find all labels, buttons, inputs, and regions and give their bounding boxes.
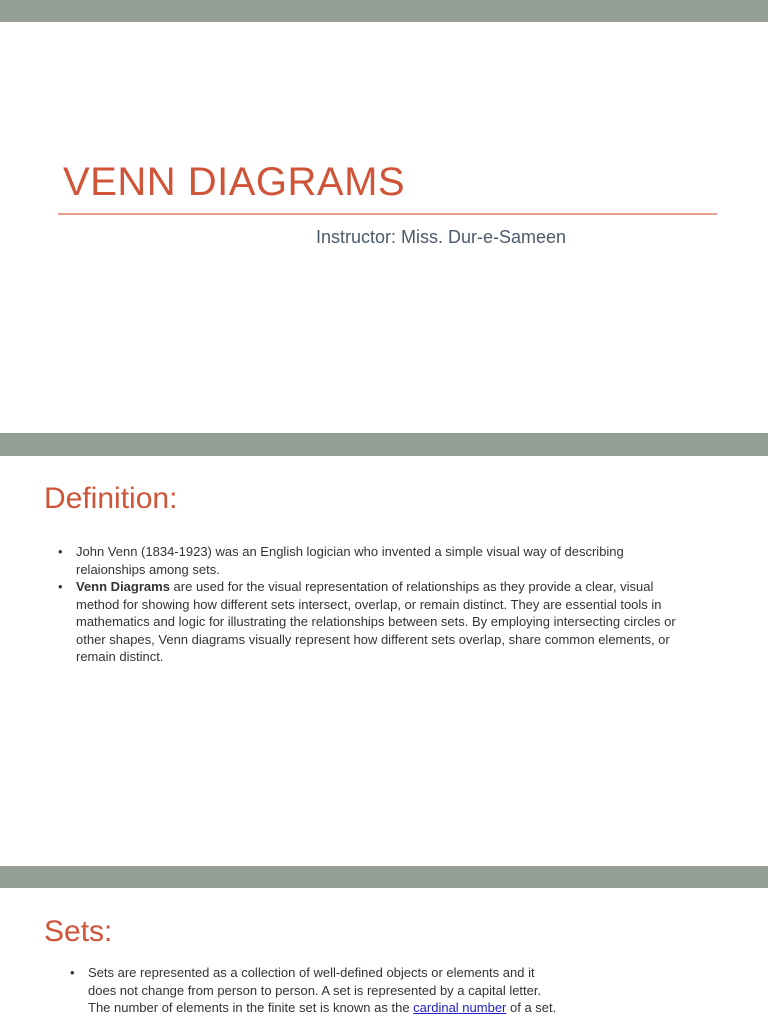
definition-bullet-list — [58, 543, 686, 666]
instructor-subtitle: Instructor: Miss. Dur-e-Sameen — [316, 227, 567, 247]
bullet-text: are used for the visual representation of relationships as they provide a clear, visual method for showing how different sets intersect, overlap, or remain distinct. They are essential tools in mathematics and logic for illustrating the relationships between sets. By employing intersecting circles or other shapes, Venn diagrams visually represent how different sets overlap, share common elements, or remain distinct. — [76, 579, 676, 664]
bullet-text: Sets are represented as a collection of well-defined objects or elements and it does not change from person to person. A set is represented by a capital letter. The number of elements in the finite set is known as the — [88, 965, 542, 1015]
sets-heading: Sets: — [44, 915, 113, 948]
title-divider — [58, 213, 717, 215]
bullet-icon: • — [70, 965, 75, 980]
list-item — [70, 964, 558, 1017]
list-item — [58, 543, 686, 578]
bullet-text-end: of a set. — [506, 1000, 557, 1015]
bullet-icon: • — [58, 544, 63, 559]
bullet-bold-term: Venn Diagrams — [76, 579, 170, 594]
sets-bullet-list — [70, 964, 558, 1017]
list-item — [58, 578, 686, 666]
slide-title: VENN DIAGRAMS — [63, 160, 406, 204]
bullet-icon: • — [58, 579, 63, 594]
bullet-text: John Venn (1834-1923) was an English logician who invented a simple visual way of describing relaionships among sets. — [76, 544, 624, 577]
slide-top-band — [0, 866, 768, 888]
slide-top-band — [0, 433, 768, 456]
slide-top-band — [0, 0, 768, 22]
definition-heading: Definition: — [44, 482, 178, 515]
cardinal-number-link[interactable]: cardinal number — [413, 1000, 507, 1015]
